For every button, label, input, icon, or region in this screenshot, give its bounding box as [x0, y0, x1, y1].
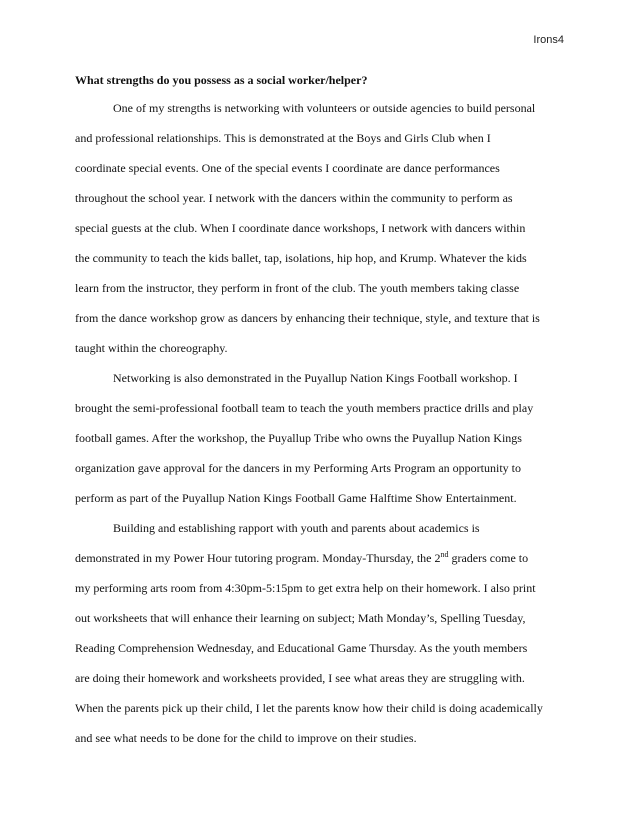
body-line: When the parents pick up their child, I let the parents know how their child is doing academically — [75, 701, 543, 715]
line-text-after: graders come to — [448, 551, 529, 565]
body-line: organization gave approval for the dancers in my Performing Arts Program an opportunity to — [75, 461, 522, 475]
page-header: Irons4 — [533, 34, 564, 46]
ordinal-suffix: nd — [440, 550, 449, 559]
body-line: taught within the choreography. — [75, 341, 228, 355]
body-line: Networking is also demonstrated in the Puyallup Nation Kings Football workshop. I — [113, 371, 518, 385]
body-line: One of my strengths is networking with volunteers or outside agencies to build personal — [113, 101, 536, 115]
body-line: learn from the instructor, they perform in front of the club. The youth members taking classe — [75, 281, 520, 295]
section-heading: What strengths do you possess as a social worker/helper? — [75, 73, 368, 87]
body-line: perform as part of the Puyallup Nation Kings Football Game Halftime Show Entertainment. — [75, 491, 517, 505]
body-line: from the dance workshop grow as dancers by enhancing their technique, style, and texture that is — [75, 311, 540, 325]
body-line: Building and establishing rapport with youth and parents about academics is — [113, 521, 480, 535]
body-line: Reading Comprehension Wednesday, and Educational Game Thursday. As the youth members — [75, 641, 528, 655]
body-line: out worksheets that will enhance their learning on subject; Math Monday’s, Spelling Tuesday, — [75, 611, 526, 625]
body-line: are doing their homework and worksheets provided, I see what areas they are struggling with. — [75, 671, 525, 685]
body-line: coordinate special events. One of the special events I coordinate are dance performances — [75, 161, 500, 175]
body-line: my performing arts room from 4:30pm-5:15pm to get extra help on their homework. I also print — [75, 581, 536, 595]
line-text-before: demonstrated in my Power Hour tutoring program. Monday-Thursday, the 2 — [75, 551, 441, 565]
body-line-with-superscript — [75, 548, 528, 568]
body-line: brought the semi-professional football team to teach the youth members practice drills and play — [75, 401, 534, 415]
body-line: the community to teach the kids ballet, tap, isolations, hip hop, and Krump. Whatever the kids — [75, 251, 527, 265]
body-line: throughout the school year. I network with the dancers within the community to perform as — [75, 191, 513, 205]
body-line: special guests at the club. When I coordinate dance workshops, I network with dancers within — [75, 221, 526, 235]
body-line: football games. After the workshop, the Puyallup Tribe who owns the Puyallup Nation Kings — [75, 431, 522, 445]
body-line: and professional relationships. This is demonstrated at the Boys and Girls Club when I — [75, 131, 491, 145]
body-line: and see what needs to be done for the child to improve on their studies. — [75, 731, 417, 745]
